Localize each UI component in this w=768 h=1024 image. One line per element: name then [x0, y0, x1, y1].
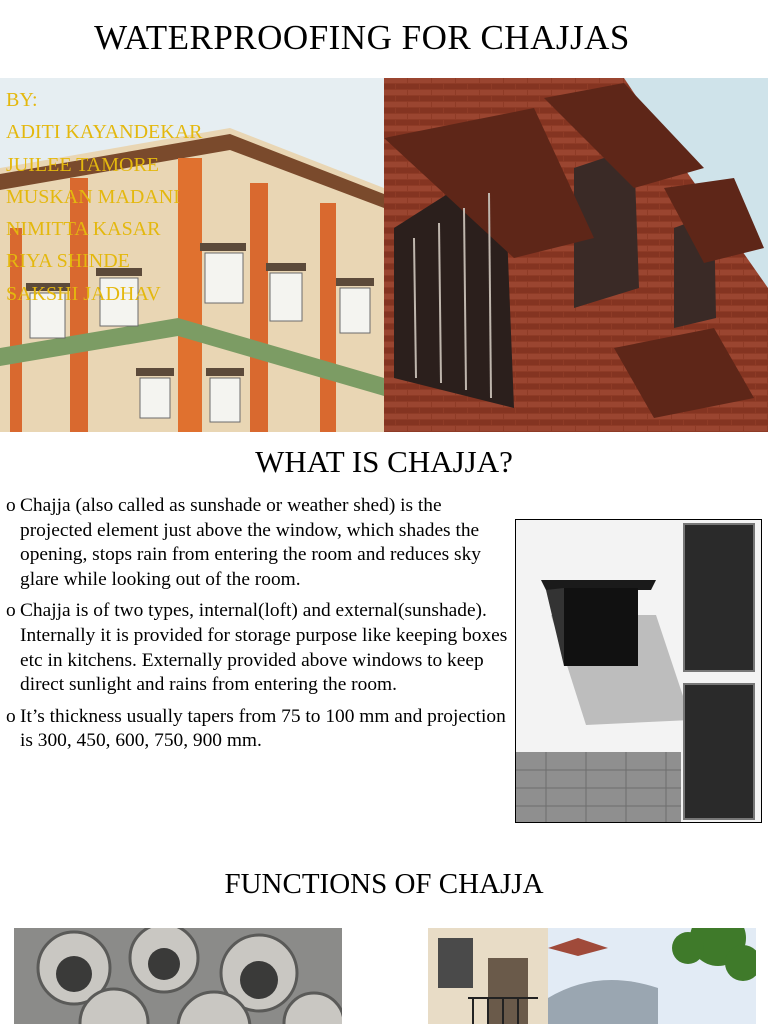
- bullet-text: It’s thickness usually tapers from 75 to 100 mm and projection is 300, 450, 600, 750, 900 mm.: [20, 705, 506, 752]
- page-title: WATERPROOFING FOR CHAJJAS: [94, 18, 630, 57]
- balcony-photo: [428, 928, 756, 1024]
- screen-facade-photo: [14, 928, 342, 1024]
- author-name: SAKSHI JADHAV: [6, 282, 161, 305]
- bullet-marker: o: [6, 600, 16, 622]
- sunshade-photo: [515, 519, 762, 823]
- author-list: [6, 84, 202, 310]
- author-name: ADITI KAYANDEKAR: [6, 121, 203, 144]
- bullet-text: Chajja is of two types, internal(loft) and external(sunshade). Internally it is provided for storage purpose like keeping boxes etc in kitchens. Externally provided above windows to keep direct sunlight and rains from entering the room.: [20, 600, 508, 696]
- authors-heading: BY:: [6, 89, 38, 111]
- section-heading-what: WHAT IS CHAJJA?: [255, 444, 513, 479]
- bullet-marker: o: [6, 705, 16, 727]
- section-heading-functions: FUNCTIONS OF CHAJJA: [224, 868, 544, 900]
- brick-chajja-photo: [384, 78, 768, 432]
- author-name: NIMITTA KASAR: [6, 218, 161, 241]
- bullet-text: Chajja (also called as sunshade or weather shed) is the projected element just above the window, which shades the opening, stops rain from entering the room and reduces sky glare while looking out of the room.: [20, 495, 481, 590]
- author-name: JUILEE TAMORE: [6, 153, 160, 176]
- author-name: RIYA SHINDE: [6, 250, 130, 273]
- author-name: MUSKAN MADANI: [6, 185, 180, 208]
- bullet-item: [6, 599, 511, 697]
- bullet-marker: o: [6, 495, 16, 516]
- bullet-list: [6, 494, 511, 761]
- bullet-item: [6, 494, 511, 592]
- bullet-item: [6, 705, 511, 754]
